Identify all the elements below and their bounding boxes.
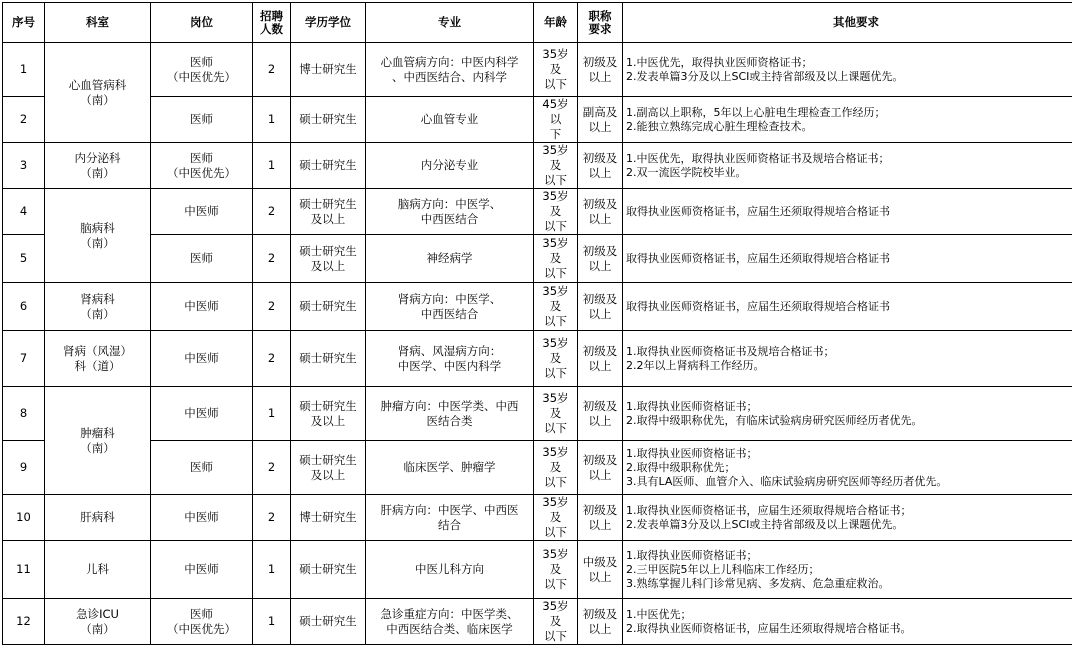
table-row [3, 441, 1072, 495]
cell-edu: 硕士研究生 及以上 [291, 189, 366, 235]
cell-dept: 心血管病科 （南） [45, 43, 151, 143]
cell-other: 1.中医优先； 2.取得执业医师资格证书，应届生还须取得规培合格证书。 [623, 599, 1072, 645]
cell-post: 中医师 [151, 283, 253, 331]
table-row [3, 387, 1072, 441]
cell-count: 2 [253, 283, 291, 331]
header-edu: 学历学位 [291, 3, 366, 43]
cell-other: 1.取得执业医师资格证书； 2.三甲医院5年以上儿科临床工作经历； 3.熟练掌握儿科门诊常见病、多发病、危急重症救治。 [623, 541, 1072, 599]
header-count: 招聘 人数 [253, 3, 291, 43]
cell-other: 1.取得执业医师资格证书； 2.取得中级职称优先，有临床试验病房研究医师经历者优先。 [623, 387, 1072, 441]
cell-other: 1.取得执业医师资格证书及规培合格证书； 2.2年以上肾病科工作经历。 [623, 331, 1072, 387]
header-major: 专业 [366, 3, 534, 43]
cell-age: 35岁及 以下 [534, 235, 578, 283]
cell-count: 1 [253, 541, 291, 599]
cell-post: 医师 （中医优先） [151, 599, 253, 645]
cell-dept: 肾病（风湿） 科（道） [45, 331, 151, 387]
cell-other: 取得执业医师资格证书，应届生还须取得规培合格证书 [623, 283, 1072, 331]
cell-edu: 硕士研究生 及以上 [291, 441, 366, 495]
cell-title: 初级及 以上 [578, 441, 623, 495]
cell-age: 35岁及 以下 [534, 331, 578, 387]
cell-count: 2 [253, 441, 291, 495]
cell-other: 1.取得执业医师资格证书，应届生还须取得规培合格证书； 2.发表单篇3分及以上SCI或主持省部级及以上课题优先。 [623, 495, 1072, 541]
cell-count: 2 [253, 235, 291, 283]
cell-dept: 急诊ICU （南） [45, 599, 151, 645]
cell-edu: 硕士研究生 [291, 599, 366, 645]
cell-no: 4 [3, 189, 45, 235]
cell-age: 35岁及 以下 [534, 143, 578, 189]
cell-title: 初级及 以上 [578, 331, 623, 387]
cell-age: 35岁及 以下 [534, 189, 578, 235]
cell-title: 中级及 以上 [578, 541, 623, 599]
cell-edu: 硕士研究生 及以上 [291, 387, 366, 441]
table-row [3, 495, 1072, 541]
cell-no: 11 [3, 541, 45, 599]
cell-post: 中医师 [151, 387, 253, 441]
cell-post: 中医师 [151, 331, 253, 387]
cell-dept: 肝病科 [45, 495, 151, 541]
cell-major: 肝病方向：中医学、中西医 结合 [366, 495, 534, 541]
header-row [3, 3, 1072, 43]
cell-count: 2 [253, 43, 291, 97]
cell-edu: 硕士研究生 及以上 [291, 235, 366, 283]
cell-other: 1.取得执业医师资格证书； 2.取得中级职称优先； 3.具有LA医师、血管介入、临床试验病房研究医师等经历者优先。 [623, 441, 1072, 495]
cell-other: 取得执业医师资格证书，应届生还须取得规培合格证书 [623, 235, 1072, 283]
cell-post: 医师 （中医优先） [151, 143, 253, 189]
cell-no: 2 [3, 97, 45, 143]
cell-edu: 硕士研究生 [291, 541, 366, 599]
cell-no: 8 [3, 387, 45, 441]
table-row [3, 541, 1072, 599]
cell-post: 中医师 [151, 541, 253, 599]
cell-no: 10 [3, 495, 45, 541]
cell-major: 神经病学 [366, 235, 534, 283]
cell-post: 中医师 [151, 189, 253, 235]
table-row [3, 43, 1072, 97]
cell-major: 肿瘤方向：中医学类、中西 医结合类 [366, 387, 534, 441]
cell-title: 初级及 以上 [578, 599, 623, 645]
cell-title: 初级及 以上 [578, 235, 623, 283]
cell-edu: 硕士研究生 [291, 97, 366, 143]
cell-dept: 内分泌科 （南） [45, 143, 151, 189]
header-post: 岗位 [151, 3, 253, 43]
cell-title: 初级及 以上 [578, 495, 623, 541]
cell-edu: 博士研究生 [291, 495, 366, 541]
cell-post: 医师 （中医优先） [151, 43, 253, 97]
cell-post: 医师 [151, 235, 253, 283]
cell-edu: 硕士研究生 [291, 143, 366, 189]
cell-major: 心血管病方向：中医内科学 、中西医结合、内科学 [366, 43, 534, 97]
cell-major: 肾病、风湿病方向： 中医学、中医内科学 [366, 331, 534, 387]
cell-other: 1.中医优先，取得执业医师资格证书及规培合格证书； 2.双一流医学院校毕业。 [623, 143, 1072, 189]
cell-count: 1 [253, 97, 291, 143]
header-dept: 科室 [45, 3, 151, 43]
cell-title: 初级及 以上 [578, 387, 623, 441]
cell-post: 医师 [151, 97, 253, 143]
cell-count: 2 [253, 331, 291, 387]
cell-major: 中医儿科方向 [366, 541, 534, 599]
table-row [3, 235, 1072, 283]
table-row [3, 189, 1072, 235]
cell-dept: 儿科 [45, 541, 151, 599]
table-row [3, 599, 1072, 645]
cell-no: 7 [3, 331, 45, 387]
table-row [3, 97, 1072, 143]
cell-other: 1.中医优先，取得执业医师资格证书； 2.发表单篇3分及以上SCI或主持省部级及以上课题优先。 [623, 43, 1072, 97]
cell-title: 初级及 以上 [578, 143, 623, 189]
cell-age: 35岁及 以下 [534, 441, 578, 495]
cell-other: 取得执业医师资格证书，应届生还须取得规培合格证书 [623, 189, 1072, 235]
cell-post: 中医师 [151, 495, 253, 541]
cell-dept: 脑病科 （南） [45, 189, 151, 283]
cell-count: 1 [253, 599, 291, 645]
cell-major: 脑病方向：中医学、 中西医结合 [366, 189, 534, 235]
cell-edu: 硕士研究生 [291, 283, 366, 331]
cell-count: 2 [253, 189, 291, 235]
cell-no: 6 [3, 283, 45, 331]
cell-major: 急诊重症方向：中医学类、 中西医结合类、临床医学 [366, 599, 534, 645]
cell-age: 35岁及 以下 [534, 43, 578, 97]
table-row [3, 143, 1072, 189]
cell-edu: 博士研究生 [291, 43, 366, 97]
cell-major: 临床医学、肿瘤学 [366, 441, 534, 495]
cell-title: 初级及 以上 [578, 43, 623, 97]
cell-no: 9 [3, 441, 45, 495]
recruitment-table [2, 2, 1072, 645]
cell-no: 3 [3, 143, 45, 189]
cell-title: 初级及 以上 [578, 189, 623, 235]
cell-age: 35岁及 以下 [534, 541, 578, 599]
cell-dept: 肾病科 （南） [45, 283, 151, 331]
table-row [3, 283, 1072, 331]
cell-edu: 硕士研究生 [291, 331, 366, 387]
cell-count: 2 [253, 495, 291, 541]
header-age: 年龄 [534, 3, 578, 43]
cell-post: 医师 [151, 441, 253, 495]
cell-major: 心血管专业 [366, 97, 534, 143]
cell-age: 35岁及 以下 [534, 495, 578, 541]
cell-age: 45岁以 下 [534, 97, 578, 143]
cell-major: 内分泌专业 [366, 143, 534, 189]
cell-count: 1 [253, 143, 291, 189]
cell-count: 1 [253, 387, 291, 441]
cell-no: 5 [3, 235, 45, 283]
cell-age: 35岁及 以下 [534, 283, 578, 331]
cell-no: 1 [3, 43, 45, 97]
cell-title: 副高及 以上 [578, 97, 623, 143]
cell-title: 初级及 以上 [578, 283, 623, 331]
cell-age: 35岁及 以下 [534, 599, 578, 645]
cell-age: 35岁及 以下 [534, 387, 578, 441]
header-other: 其他要求 [623, 3, 1072, 43]
header-title: 职称 要求 [578, 3, 623, 43]
table-row [3, 331, 1072, 387]
cell-other: 1.副高以上职称，5年以上心脏电生理检查工作经历； 2.能独立熟练完成心脏生理检查技术。 [623, 97, 1072, 143]
cell-dept: 肿瘤科 （南） [45, 387, 151, 495]
cell-major: 肾病方向：中医学、 中西医结合 [366, 283, 534, 331]
cell-no: 12 [3, 599, 45, 645]
header-no: 序号 [3, 3, 45, 43]
